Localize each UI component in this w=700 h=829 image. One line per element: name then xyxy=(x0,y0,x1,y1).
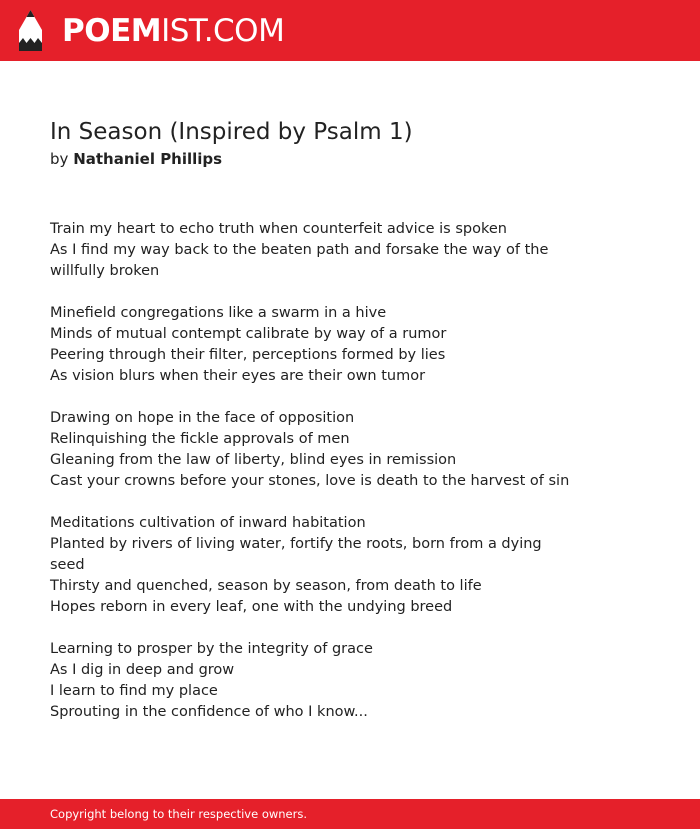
poem-line: As vision blurs when their eyes are their own tumor xyxy=(50,368,426,384)
poem-line: Learning to prosper by the integrity of grace xyxy=(50,641,373,657)
poem-stanza xyxy=(50,219,550,282)
poem-stanza xyxy=(50,408,570,492)
logo-light: IST.COM xyxy=(161,13,285,49)
poem-stanza xyxy=(50,513,550,618)
poem-line: Hopes reborn in every leaf, one with the undying breed xyxy=(50,599,453,615)
poem-line: willfully broken xyxy=(50,263,160,279)
poem-line: Meditations cultivation of inward habitation xyxy=(50,515,366,531)
poem-stanza xyxy=(50,303,550,387)
site-logo[interactable] xyxy=(62,9,284,53)
poem-line: Cast your crowns before your stones, love is death to the harvest of sin xyxy=(50,473,570,489)
pencil-tip-icon xyxy=(19,10,42,51)
logo-bold: POEM xyxy=(62,13,162,49)
poem-line: Minefield congregations like a swarm in a hive xyxy=(50,305,387,321)
site-header xyxy=(0,0,700,61)
copyright-text: Copyright belong to their respective owners. xyxy=(50,807,308,821)
byline xyxy=(50,149,222,169)
poem-line: I learn to find my place xyxy=(50,683,218,699)
by-label: by xyxy=(50,150,69,168)
poem-line: seed xyxy=(50,557,85,573)
poem-line: As I dig in deep and grow xyxy=(50,662,235,678)
poem-line: Train my heart to echo truth when counterfeit advice is spoken xyxy=(50,221,507,237)
poem-line: Relinquishing the fickle approvals of men xyxy=(50,431,350,447)
poem-line: Drawing on hope in the face of opposition xyxy=(50,410,355,426)
poem-line: Peering through their filter, perceptions formed by lies xyxy=(50,347,446,363)
poem-line: Thirsty and quenched, season by season, from death to life xyxy=(50,578,482,594)
author-name: Nathaniel Phillips xyxy=(73,150,223,168)
poem-title: In Season (Inspired by Psalm 1) xyxy=(50,119,413,145)
poem-line: Sprouting in the confidence of who I know... xyxy=(50,704,368,720)
poem-line: Planted by rivers of living water, fortify the roots, born from a dying xyxy=(50,536,542,552)
site-footer xyxy=(0,799,700,829)
poem-body xyxy=(50,219,570,744)
poem-stanza xyxy=(50,639,550,723)
poem-line: Minds of mutual contempt calibrate by way of a rumor xyxy=(50,326,447,342)
poem-line: Gleaning from the law of liberty, blind eyes in remission xyxy=(50,452,457,468)
poem-line: As I find my way back to the beaten path and forsake the way of the xyxy=(50,242,549,258)
